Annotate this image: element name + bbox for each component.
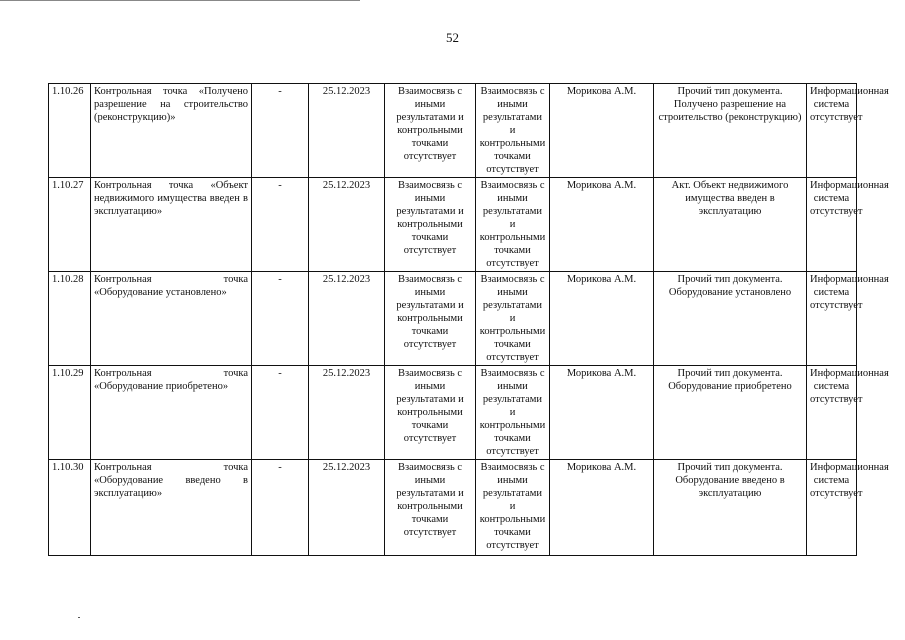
document-type-cell: Прочий тип документа. Оборудование приобретено [654,366,807,460]
responsible-cell: Морикова А.М. [550,272,654,366]
date-cell: 25.12.2023 [309,272,385,366]
date-cell: 25.12.2023 [309,366,385,460]
dash-cell: - [252,178,309,272]
information-system-cell: Информационная система отсутствует [807,84,857,178]
table-row [49,84,857,178]
relation-results-cell: Взаимосвязь с иными результатами и контрольными точками отсутствует [385,366,476,460]
relation-results-cell: Взаимосвязь с иными результатами и контрольными точками отсутствует [385,272,476,366]
relation-points-cell: Взаимосвязь с иными результатами и контрольными точками отсутствует [476,366,550,460]
relation-results-cell: Взаимосвязь с иными результатами и контрольными точками отсутствует [385,178,476,272]
table-row [49,178,857,272]
document-type-cell: Акт. Объект недвижимого имущества введен в эксплуатацию [654,178,807,272]
responsible-cell: Морикова А.М. [550,366,654,460]
dash-cell: - [252,84,309,178]
date-cell: 25.12.2023 [309,178,385,272]
row-number: 1.10.26 [49,84,91,178]
dash-cell: - [252,272,309,366]
row-number: 1.10.29 [49,366,91,460]
relation-results-cell: Взаимосвязь с иными результатами и контрольными точками отсутствует [385,460,476,556]
relation-results-cell: Взаимосвязь с иными результатами и контрольными точками отсутствует [385,84,476,178]
responsible-cell: Морикова А.М. [550,460,654,556]
control-point-name: Контрольная точка «Получено разрешение на строительство (реконструкцию)» [91,84,252,178]
date-cell: 25.12.2023 [309,84,385,178]
relation-points-cell: Взаимосвязь с иными результатами и контрольными точками отсутствует [476,272,550,366]
control-point-name: Контрольная точка «Оборудование введено в эксплуатацию» [91,460,252,556]
row-number: 1.10.28 [49,272,91,366]
dash-cell: - [252,460,309,556]
scan-speck [78,617,80,618]
document-type-cell: Прочий тип документа. Оборудование установлено [654,272,807,366]
row-number: 1.10.27 [49,178,91,272]
information-system-cell: Информационная система отсутствует [807,272,857,366]
relation-points-cell: Взаимосвязь с иными результатами и контрольными точками отсутствует [476,84,550,178]
document-type-cell: Прочий тип документа. Оборудование введено в эксплуатацию [654,460,807,556]
date-cell: 25.12.2023 [309,460,385,556]
control-points-table [48,83,889,556]
table-row [49,460,857,556]
information-system-cell: Информационная система отсутствует [807,366,857,460]
table-row [49,272,857,366]
control-point-name: Контрольная точка «Объект недвижимого имущества введен в эксплуатацию» [91,178,252,272]
relation-points-cell: Взаимосвязь с иными результатами и контрольными точками отсутствует [476,460,550,556]
responsible-cell: Морикова А.М. [550,178,654,272]
relation-points-cell: Взаимосвязь с иными результатами и контрольными точками отсутствует [476,178,550,272]
information-system-cell: Информационная система отсутствует [807,460,857,556]
responsible-cell: Морикова А.М. [550,84,654,178]
control-point-name: Контрольная точка «Оборудование установлено» [91,272,252,366]
dash-cell: - [252,366,309,460]
row-number: 1.10.30 [49,460,91,556]
document-type-cell: Прочий тип документа. Получено разрешение на строительство (реконструкцию) [654,84,807,178]
top-rule [0,0,360,5]
control-point-name: Контрольная точка «Оборудование приобретено» [91,366,252,460]
information-system-cell: Информационная система отсутствует [807,178,857,272]
page-number: 52 [446,30,459,45]
table-row [49,366,857,460]
